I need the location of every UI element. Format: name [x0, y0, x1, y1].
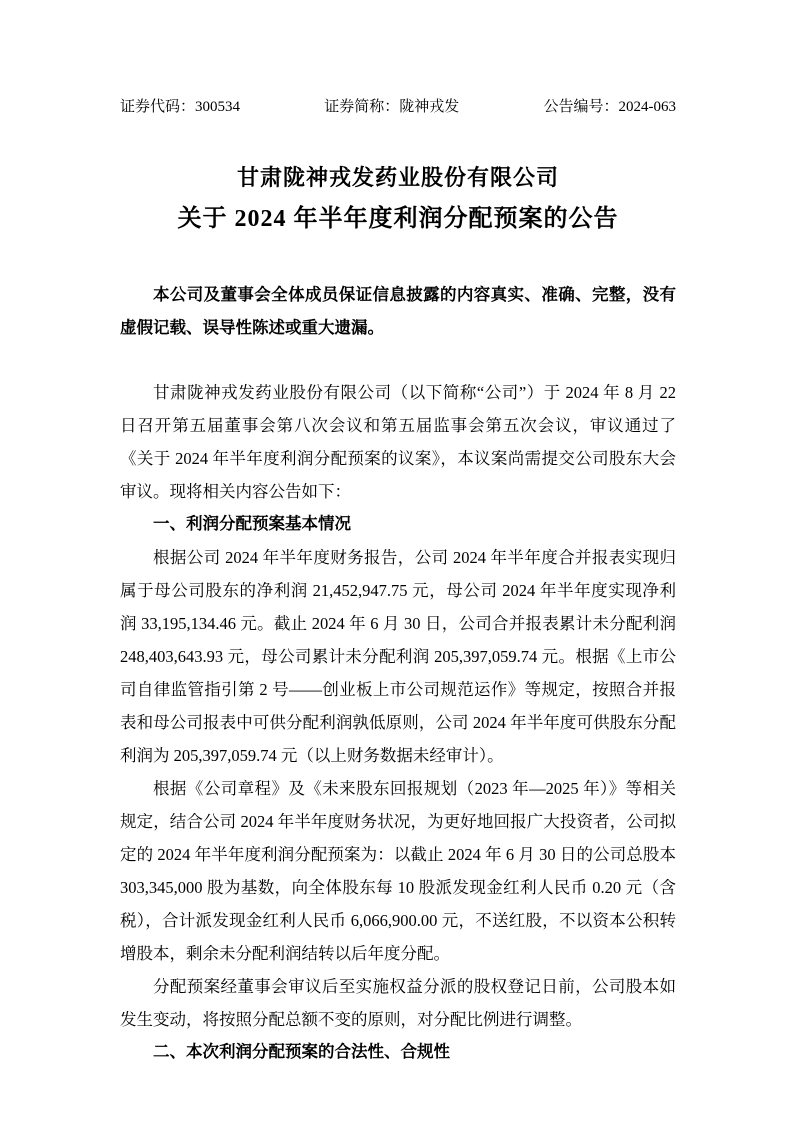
- document-content: [120, 0, 676, 1069]
- paragraph-distribution-plan: 根据《公司章程》及《未来股东回报规划（2023 年—2025 年）》等相关规定，结合公司 2024 年半年度财务状况，为更好地回报广大投资者，公司拟定的 2024 年半年度利润分配预案为：以截止 2024 年 6 月 30 日的公司总股本 303,345,000 股为基数，向全体股东每 10 股派发现金红利人民币 0.20 元（含税），合计派发现金红利人民币 6,066,900.00 元，不送红股，不以资本公积转增股本，剩余未分配利润结转以后年度分配。: [120, 779, 676, 963]
- announcement-title: 关于 2024 年半年度利润分配预案的公告: [177, 206, 619, 232]
- section-heading-1: 一、利润分配预案基本情况: [153, 515, 351, 533]
- section-heading-2: 二、本次利润分配预案的合法性、合规性: [153, 1043, 450, 1061]
- announcement-number-label: 公告编号：2024-063: [543, 99, 676, 115]
- disclosure-statement: 本公司及董事会全体成员保证信息披露的内容真实、准确、完整，没有虚假记载、误导性陈述或重大遗漏。: [120, 286, 676, 337]
- paragraph-profit-figures: 根据公司 2024 年半年度财务报告，公司 2024 年半年度合并报表实现归属于母公司股东的净利润 21,452,947.75 元，母公司 2024 年半年度实现净利润 33,195,134.46 元。截止 2024 年 6 月 30 日，公司合并报表累计未分配利润 248,403,643.93 元，母公司累计未分配利润 205,397,059.74 元。根据《上市公司自律监管指引第 2 号——创业板上市公司规范运作》等规定，按照合并报表和母公司报表中可供分配利润孰低原则，公司 2024 年半年度可供股东分配利润为 205,397,059.74 元（以上财务数据未经审计）。: [120, 548, 676, 765]
- paragraph-adjustment-principle: 分配预案经董事会审议后至实施权益分派的股权登记日前，公司股本如发生变动，将按照分配总额不变的原则，对分配比例进行调整。: [120, 977, 676, 1029]
- document-header: [120, 97, 676, 117]
- paragraph-board-meeting: 甘肃陇神戎发药业股份有限公司（以下简称“公司”）于 2024 年 8 月 22 日召开第五届董事会第八次会议和第五届监事会第五次会议，审议通过了《关于 2024 年半年度利润分配预案的议案》，本议案尚需提交公司股东大会审议。现将相关内容公告如下：: [120, 383, 676, 501]
- company-name-title: 甘肃陇神戎发药业股份有限公司: [236, 165, 559, 190]
- stock-code-label: 证券代码：300534: [120, 99, 241, 115]
- stock-name-label: 证券简称：陇神戎发: [324, 99, 460, 115]
